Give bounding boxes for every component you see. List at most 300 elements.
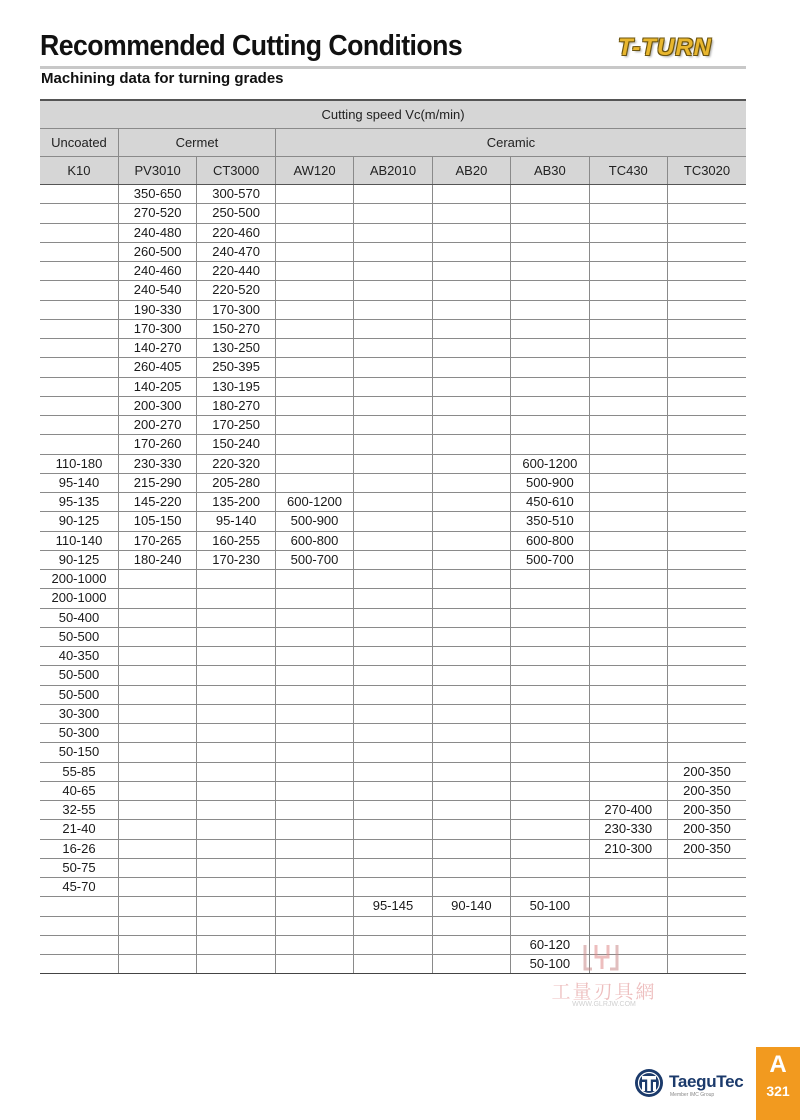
table-row	[40, 377, 746, 396]
table-cell	[432, 319, 510, 338]
table-cell	[354, 647, 432, 666]
table-cell	[275, 627, 353, 646]
table-cell	[511, 570, 589, 589]
table-cell	[589, 627, 667, 646]
table-cell: 205-280	[197, 473, 275, 492]
table-cell	[589, 897, 667, 916]
table-cell	[589, 493, 667, 512]
table-cell	[354, 820, 432, 839]
table-cell: 32-55	[40, 801, 118, 820]
table-row	[40, 262, 746, 281]
table-cell	[432, 666, 510, 685]
grade-group-header: Ceramic	[275, 129, 746, 157]
section-letter: A	[769, 1051, 787, 1078]
table-cell	[511, 416, 589, 435]
table-cell	[668, 454, 747, 473]
table-row	[40, 743, 746, 762]
table-cell: 170-300	[118, 319, 196, 338]
table-cell: 270-520	[118, 204, 196, 223]
table-cell	[432, 262, 510, 281]
table-cell: 130-195	[197, 377, 275, 396]
table-cell	[354, 704, 432, 723]
table-cell: 240-470	[197, 242, 275, 261]
table-cell: 90-140	[432, 897, 510, 916]
table-cell	[197, 916, 275, 935]
table-cell: 240-540	[118, 281, 196, 300]
table-cell: 180-270	[197, 396, 275, 415]
table-row	[40, 897, 746, 916]
table-cell	[511, 396, 589, 415]
title-divider	[40, 66, 746, 69]
table-cell	[589, 223, 667, 242]
table-cell: 150-270	[197, 319, 275, 338]
table-cell	[668, 281, 747, 300]
table-row	[40, 396, 746, 415]
table-cell	[432, 916, 510, 935]
table-cell	[354, 762, 432, 781]
table-cell: 240-460	[118, 262, 196, 281]
table-row	[40, 878, 746, 897]
table-cell	[275, 319, 353, 338]
table-cell: 230-330	[589, 820, 667, 839]
table-cell: 50-75	[40, 858, 118, 877]
table-cell	[432, 242, 510, 261]
table-cell: 50-500	[40, 685, 118, 704]
table-cell	[197, 704, 275, 723]
table-row	[40, 204, 746, 223]
table-cell	[118, 647, 196, 666]
table-cell	[589, 647, 667, 666]
table-cell	[275, 416, 353, 435]
table-cell: 250-500	[197, 204, 275, 223]
table-row	[40, 435, 746, 454]
table-cell	[511, 781, 589, 800]
grade-header: CT3000	[197, 157, 275, 185]
table-row	[40, 916, 746, 935]
table-cell	[40, 377, 118, 396]
table-cell	[40, 223, 118, 242]
table-cell	[589, 339, 667, 358]
table-cell	[40, 185, 118, 204]
table-cell	[275, 185, 353, 204]
table-cell	[275, 820, 353, 839]
watermark-logo-icon	[582, 943, 620, 971]
table-cell	[589, 242, 667, 261]
table-cell	[589, 300, 667, 319]
table-cell: 90-125	[40, 550, 118, 569]
table-cell	[197, 935, 275, 954]
table-row	[40, 319, 746, 338]
table-cell	[118, 704, 196, 723]
watermark	[537, 943, 671, 1013]
table-cell	[432, 839, 510, 858]
table-cell	[275, 396, 353, 415]
table-cell	[432, 223, 510, 242]
table-cell	[275, 589, 353, 608]
table-cell: 50-500	[40, 627, 118, 646]
table-body	[40, 185, 746, 974]
table-cell: 150-240	[197, 435, 275, 454]
table-cell: 180-240	[118, 550, 196, 569]
table-cell	[668, 878, 747, 897]
table-cell	[589, 550, 667, 569]
table-cell	[589, 185, 667, 204]
table-cell	[589, 435, 667, 454]
table-cell	[668, 473, 747, 492]
table-cell	[197, 820, 275, 839]
table-cell: 500-900	[511, 473, 589, 492]
table-cell	[275, 897, 353, 916]
cutting-speed-header: Cutting speed Vc(m/min)	[40, 100, 746, 129]
table-cell	[354, 839, 432, 858]
speed-header-row	[40, 100, 746, 129]
table-cell	[354, 319, 432, 338]
table-cell	[668, 358, 747, 377]
table-cell: 250-395	[197, 358, 275, 377]
table-row	[40, 242, 746, 261]
table-cell: 200-300	[118, 396, 196, 415]
table-cell	[118, 627, 196, 646]
table-cell	[589, 377, 667, 396]
table-cell	[354, 724, 432, 743]
table-cell	[118, 762, 196, 781]
table-cell: 220-460	[197, 223, 275, 242]
table-cell: 110-140	[40, 531, 118, 550]
table-cell	[511, 801, 589, 820]
table-cell: 240-480	[118, 223, 196, 242]
grade-group-header: Uncoated	[40, 129, 118, 157]
table-cell	[432, 781, 510, 800]
table-cell	[668, 204, 747, 223]
table-cell	[511, 627, 589, 646]
table-cell	[354, 377, 432, 396]
table-cell: 500-700	[511, 550, 589, 569]
table-cell	[197, 570, 275, 589]
table-cell	[668, 512, 747, 531]
table-row	[40, 820, 746, 839]
table-cell: 50-150	[40, 743, 118, 762]
grade-name-row	[40, 157, 746, 185]
table-cell	[275, 377, 353, 396]
table-cell	[432, 589, 510, 608]
table-cell	[589, 858, 667, 877]
table-cell: 170-300	[197, 300, 275, 319]
table-cell	[197, 685, 275, 704]
brand-subtitle: Member IMC Group	[670, 1092, 715, 1098]
table-cell	[354, 916, 432, 935]
table-cell	[589, 396, 667, 415]
table-cell	[354, 300, 432, 319]
table-cell	[40, 300, 118, 319]
table-cell	[118, 820, 196, 839]
table-cell	[40, 935, 118, 954]
table-cell: 95-140	[40, 473, 118, 492]
table-cell	[275, 570, 353, 589]
table-cell	[668, 589, 747, 608]
table-cell: 90-125	[40, 512, 118, 531]
table-row	[40, 473, 746, 492]
table-cell	[511, 262, 589, 281]
table-cell	[354, 281, 432, 300]
table-cell: 600-1200	[511, 454, 589, 473]
table-cell	[668, 319, 747, 338]
table-cell	[432, 358, 510, 377]
grade-group-row	[40, 129, 746, 157]
table-cell	[118, 743, 196, 762]
table-cell: 215-290	[118, 473, 196, 492]
table-cell	[275, 916, 353, 935]
table-cell	[354, 781, 432, 800]
table-cell	[40, 897, 118, 916]
table-cell	[275, 281, 353, 300]
table-cell	[511, 242, 589, 261]
table-cell	[589, 743, 667, 762]
table-cell	[668, 743, 747, 762]
table-cell	[275, 955, 353, 974]
table-cell	[668, 704, 747, 723]
table-cell	[511, 185, 589, 204]
table-row	[40, 704, 746, 723]
table-cell	[118, 839, 196, 858]
table-cell	[197, 897, 275, 916]
table-row	[40, 724, 746, 743]
table-cell	[511, 223, 589, 242]
table-cell	[511, 839, 589, 858]
table-cell: 110-180	[40, 454, 118, 473]
table-cell	[275, 801, 353, 820]
table-cell	[668, 185, 747, 204]
table-row	[40, 647, 746, 666]
table-cell	[432, 454, 510, 473]
table-cell	[275, 781, 353, 800]
table-cell	[432, 339, 510, 358]
table-cell	[511, 589, 589, 608]
table-cell	[354, 473, 432, 492]
table-cell	[668, 608, 747, 627]
table-cell	[354, 396, 432, 415]
table-cell	[354, 589, 432, 608]
table-cell	[668, 897, 747, 916]
table-cell: 200-1000	[40, 589, 118, 608]
table-cell	[197, 743, 275, 762]
watermark-chinese-text: 工量刃具網	[551, 982, 657, 1003]
table-cell	[668, 550, 747, 569]
table-cell: 21-40	[40, 820, 118, 839]
table-cell	[432, 704, 510, 723]
taegutec-brand	[634, 1068, 764, 1100]
table-cell: 450-610	[511, 493, 589, 512]
grade-header: K10	[40, 157, 118, 185]
table-cell	[197, 589, 275, 608]
table-cell	[354, 339, 432, 358]
table-cell	[354, 608, 432, 627]
table-cell	[668, 377, 747, 396]
table-cell	[589, 570, 667, 589]
table-cell	[589, 531, 667, 550]
table-cell	[118, 589, 196, 608]
table-cell	[275, 473, 353, 492]
table-cell	[197, 801, 275, 820]
table-cell	[275, 339, 353, 358]
table-cell	[40, 916, 118, 935]
table-cell: 140-270	[118, 339, 196, 358]
table-cell	[511, 319, 589, 338]
table-cell	[589, 281, 667, 300]
table-cell	[511, 608, 589, 627]
table-cell	[197, 878, 275, 897]
table-cell	[40, 416, 118, 435]
table-cell	[511, 762, 589, 781]
table-cell	[275, 608, 353, 627]
table-cell	[668, 647, 747, 666]
table-cell	[118, 897, 196, 916]
table-cell: 50-400	[40, 608, 118, 627]
table-cell: 160-255	[197, 531, 275, 550]
table-cell	[275, 762, 353, 781]
table-cell	[668, 242, 747, 261]
table-cell	[432, 300, 510, 319]
table-cell: 200-350	[668, 781, 747, 800]
table-cell	[197, 955, 275, 974]
table-cell	[432, 801, 510, 820]
table-cell	[197, 608, 275, 627]
table-cell	[275, 358, 353, 377]
table-cell: 140-205	[118, 377, 196, 396]
table-cell	[511, 743, 589, 762]
grade-header: AW120	[275, 157, 353, 185]
table-cell	[354, 878, 432, 897]
table-cell	[197, 627, 275, 646]
table-cell	[275, 454, 353, 473]
table-cell	[668, 262, 747, 281]
table-cell	[432, 435, 510, 454]
table-cell: 350-650	[118, 185, 196, 204]
table-cell	[197, 724, 275, 743]
table-cell	[589, 704, 667, 723]
table-cell	[511, 204, 589, 223]
table-cell	[354, 493, 432, 512]
table-cell	[275, 743, 353, 762]
table-cell	[432, 762, 510, 781]
table-cell: 95-145	[354, 897, 432, 916]
grade-header: TC3020	[668, 157, 747, 185]
table-cell: 170-265	[118, 531, 196, 550]
table-cell	[118, 781, 196, 800]
table-row	[40, 223, 746, 242]
table-cell	[668, 955, 747, 974]
table-cell	[354, 512, 432, 531]
table-cell	[354, 858, 432, 877]
table-row	[40, 858, 746, 877]
table-cell	[354, 743, 432, 762]
table-cell	[668, 531, 747, 550]
table-cell	[354, 801, 432, 820]
table-cell	[275, 647, 353, 666]
table-cell	[40, 242, 118, 261]
table-cell	[511, 704, 589, 723]
table-cell	[668, 685, 747, 704]
table-row	[40, 762, 746, 781]
table-cell: 600-800	[275, 531, 353, 550]
table-cell	[511, 685, 589, 704]
table-row	[40, 627, 746, 646]
table-cell: 135-200	[197, 493, 275, 512]
table-row	[40, 281, 746, 300]
table-cell	[432, 493, 510, 512]
table-cell	[40, 339, 118, 358]
table-cell	[668, 916, 747, 935]
table-cell	[432, 608, 510, 627]
table-cell: 260-405	[118, 358, 196, 377]
table-cell	[668, 627, 747, 646]
table-cell: 200-350	[668, 801, 747, 820]
table-cell: 600-1200	[275, 493, 353, 512]
table-cell	[432, 627, 510, 646]
table-cell	[40, 262, 118, 281]
table-cell: 50-500	[40, 666, 118, 685]
table-cell	[589, 724, 667, 743]
table-cell: 130-250	[197, 339, 275, 358]
table-cell	[40, 435, 118, 454]
table-cell	[354, 570, 432, 589]
table-cell	[354, 531, 432, 550]
table-cell	[354, 435, 432, 454]
grade-header: AB30	[511, 157, 589, 185]
table-cell	[354, 204, 432, 223]
table-cell	[589, 204, 667, 223]
page-title: Recommended Cutting Conditions	[40, 30, 463, 62]
grade-group-header: Cermet	[118, 129, 275, 157]
table-cell	[354, 627, 432, 646]
table-cell	[354, 935, 432, 954]
table-cell	[668, 858, 747, 877]
brand-name: TaeguTec	[669, 1072, 744, 1091]
table-cell	[432, 531, 510, 550]
table-cell: 60-120	[511, 935, 589, 954]
table-cell: 40-65	[40, 781, 118, 800]
table-cell	[432, 647, 510, 666]
table-cell: 170-250	[197, 416, 275, 435]
table-cell	[354, 550, 432, 569]
table-row	[40, 685, 746, 704]
table-cell	[589, 358, 667, 377]
table-cell	[40, 281, 118, 300]
table-row	[40, 608, 746, 627]
table-cell: 500-900	[275, 512, 353, 531]
table-row	[40, 666, 746, 685]
table-cell: 220-520	[197, 281, 275, 300]
table-cell	[668, 666, 747, 685]
table-cell	[354, 358, 432, 377]
table-cell	[40, 204, 118, 223]
grade-header: PV3010	[118, 157, 196, 185]
cutting-conditions-table	[40, 99, 746, 974]
table-cell	[354, 185, 432, 204]
table-cell	[668, 724, 747, 743]
table-cell	[275, 435, 353, 454]
table-cell	[589, 916, 667, 935]
table-cell	[275, 685, 353, 704]
table-cell	[275, 724, 353, 743]
table-cell: 600-800	[511, 531, 589, 550]
table-cell	[668, 339, 747, 358]
table-cell	[275, 839, 353, 858]
table-cell	[511, 724, 589, 743]
table-cell	[40, 319, 118, 338]
table-cell	[275, 704, 353, 723]
table-cell	[354, 242, 432, 261]
table-cell	[589, 416, 667, 435]
